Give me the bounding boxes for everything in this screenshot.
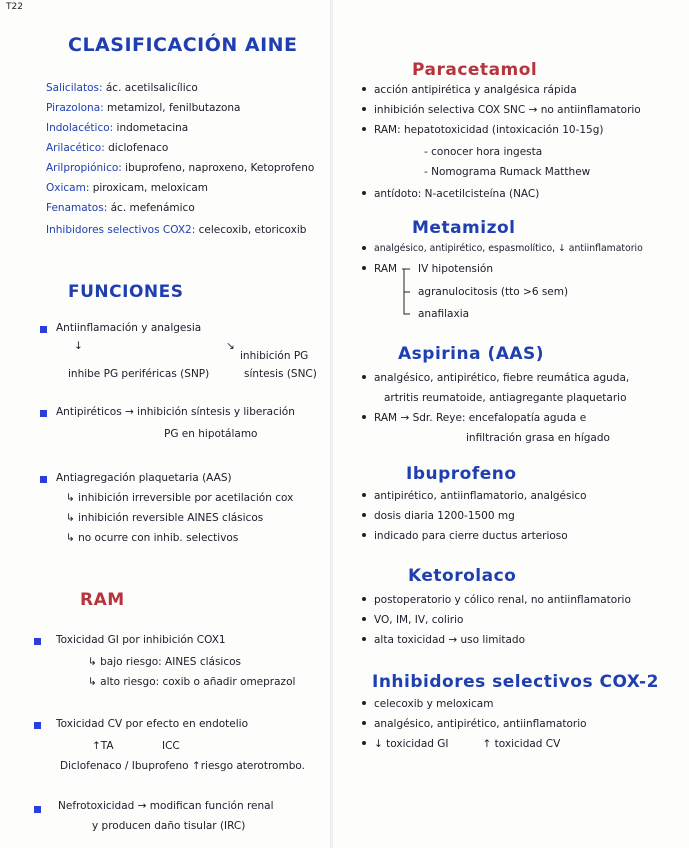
antiagregacion-sub: ↳ inhibición irreversible por acetilación cox — [66, 492, 294, 504]
bullet-dot-icon — [362, 266, 366, 270]
bullet-dot-icon — [362, 246, 366, 250]
ram-title: RAM — [80, 590, 125, 610]
list-item: inhibición selectiva COX SNC → no antiinflamatorio — [362, 104, 641, 116]
class-item: Salicilatos: ác. acetilsalicílico — [46, 82, 198, 94]
bullet-dot-icon — [362, 617, 366, 621]
bullet-dot-icon — [362, 701, 366, 705]
list-subitem: - conocer hora ingesta — [424, 146, 543, 158]
list-item: analgésico, antipirético, antiinflamatorio — [362, 718, 587, 730]
list-item: postoperatorio y cólico renal, no antiinflamatorio — [362, 594, 631, 606]
bullet-dot-icon — [362, 191, 366, 195]
bullet-dot-icon — [362, 637, 366, 641]
list-item: celecoxib y meloxicam — [362, 698, 493, 710]
bullet-dot-icon — [362, 533, 366, 537]
list-item: dosis diaria 1200-1500 mg — [362, 510, 515, 522]
bullet-square-icon — [40, 410, 47, 417]
bullet-square-icon — [40, 326, 47, 333]
ram-metamizol-1: IV hipotensión — [418, 263, 493, 275]
bullet-dot-icon — [362, 493, 366, 497]
ibuprofeno-title: Ibuprofeno — [406, 464, 517, 484]
page-code: T22 — [6, 2, 23, 12]
list-item: analgésico, antipirético, espasmolítico, ↓ antiinflamatorio — [362, 243, 643, 254]
class-item: Arilacético: diclofenaco — [46, 142, 169, 154]
class-item: Inhibidores selectivos COX2: celecoxib, etoricoxib — [46, 224, 307, 236]
bullet-square-icon — [34, 722, 41, 729]
bullet-dot-icon — [362, 721, 366, 725]
bullet-dot-icon — [362, 107, 366, 111]
arrow-right-icon: ↘ — [226, 340, 235, 352]
ram-metamizol-2: agranulocitosis (tto >6 sem) — [418, 286, 569, 298]
ram-nefro-text: Nefrotoxicidad → modifican función renal — [58, 800, 274, 812]
antiinflamacion-text: Antiinflamación y analgesia — [56, 322, 202, 334]
arrow-down-icon: ↓ — [74, 340, 83, 352]
list-item: VO, IM, IV, colirio — [362, 614, 463, 626]
bullet-dot-icon — [362, 741, 366, 745]
list-item-cont: infiltración grasa en hígado — [466, 432, 610, 444]
aspirina-title: Aspirina (AAS) — [398, 344, 545, 364]
ram-nefro-text-2: y producen daño tisular (IRC) — [92, 820, 246, 832]
bullet-dot-icon — [362, 513, 366, 517]
class-item: Fenamatos: ác. mefenámico — [46, 202, 195, 214]
metamizol-title: Metamizol — [412, 218, 516, 238]
bullet-dot-icon — [362, 597, 366, 601]
list-item: RAM: hepatotoxicidad (intoxicación 10-15g) — [362, 124, 604, 136]
ram-cv-ta: ↑TA — [92, 740, 114, 752]
antiagregacion-sub: ↳ no ocurre con inhib. selectivos — [66, 532, 239, 544]
antiagregacion-sub: ↳ inhibición reversible AINES clásicos — [66, 512, 264, 524]
list-item: indicado para cierre ductus arterioso — [362, 530, 568, 542]
list-item: RAM — [362, 263, 397, 275]
antipireticos-text: Antipiréticos → inhibición síntesis y liberación — [56, 406, 295, 418]
list-item: antipirético, antiinflamatorio, analgésico — [362, 490, 587, 502]
inhibe-pg-text: inhibe PG periféricas (SNP) — [68, 368, 210, 380]
antiagregacion-text: Antiagregación plaquetaria (AAS) — [56, 472, 232, 484]
bullet-dot-icon — [362, 87, 366, 91]
cox2-title: Inhibidores selectivos COX-2 — [372, 672, 659, 692]
bullet-square-icon — [34, 806, 41, 813]
branch-bracket-icon — [400, 262, 414, 322]
ketorolaco-title: Ketorolaco — [408, 566, 517, 586]
list-subitem: - Nomograma Rumack Matthew — [424, 166, 591, 178]
bullet-square-icon — [34, 638, 41, 645]
inhibicion-pg-text: inhibición PG — [240, 350, 309, 362]
list-item: alta toxicidad → uso limitado — [362, 634, 525, 646]
list-item: analgésico, antipirético, fiebre reumática aguda, — [362, 372, 629, 384]
clasificacion-title: CLASIFICACIÓN AINE — [68, 34, 298, 56]
ram-cv-text-2: Diclofenaco / Ibuprofeno ↑riesgo aterotrombo. — [60, 760, 305, 772]
list-item: antídoto: N-acetilcisteína (NAC) — [362, 188, 539, 200]
ram-gi-low: ↳ bajo riesgo: AINES clásicos — [88, 656, 241, 668]
ram-metamizol-3: anafilaxia — [418, 308, 470, 320]
page-fold — [330, 0, 333, 848]
class-item: Pirazolona: metamizol, fenilbutazona — [46, 102, 241, 114]
ram-cv-text: Toxicidad CV por efecto en endotelio — [56, 718, 249, 730]
antipireticos-text-2: PG en hipotálamo — [164, 428, 258, 440]
list-item: RAM → Sdr. Reye: encefalopatía aguda e — [362, 412, 586, 424]
bullet-dot-icon — [362, 375, 366, 379]
class-item: Oxicam: piroxicam, meloxicam — [46, 182, 209, 194]
bullet-dot-icon — [362, 415, 366, 419]
bullet-square-icon — [40, 476, 47, 483]
sintesis-text: síntesis (SNC) — [244, 368, 317, 380]
list-item: acción antipirética y analgésica rápida — [362, 84, 577, 96]
class-item: Arilpropiónico: ibuprofeno, naproxeno, Ketoprofeno — [46, 162, 315, 174]
ram-cv-icc: ICC — [162, 740, 180, 752]
class-item: Indolacético: indometacina — [46, 122, 189, 134]
funciones-title: FUNCIONES — [68, 282, 184, 302]
ram-gi-text: Toxicidad GI por inhibición COX1 — [56, 634, 226, 646]
ram-gi-high: ↳ alto riesgo: coxib o añadir omeprazol — [88, 676, 296, 688]
paracetamol-title: Paracetamol — [412, 60, 538, 80]
bullet-dot-icon — [362, 127, 366, 131]
list-item-cont: artritis reumatoide, antiagregante plaquetario — [384, 392, 627, 404]
list-item: ↓ toxicidad GI ↑ toxicidad CV — [362, 738, 560, 750]
